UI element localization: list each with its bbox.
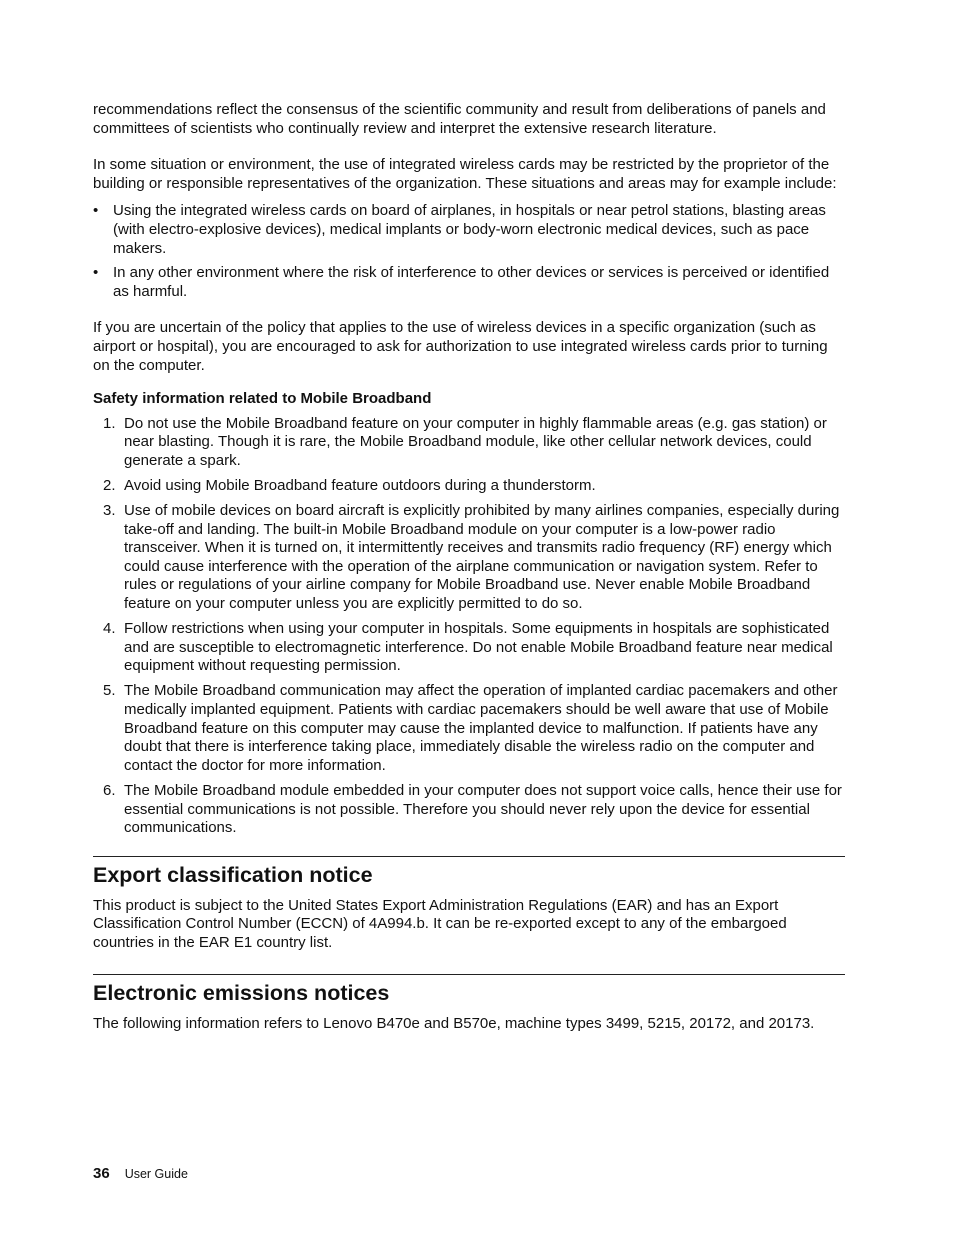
emissions-paragraph: The following information refers to Lenovo B470e and B570e, machine types 3499, 5215, 20172, and 20173.: [93, 1015, 815, 1033]
item-number: 6.: [103, 781, 116, 799]
item-number: 1.: [103, 414, 116, 432]
page-footer: [93, 1165, 188, 1182]
list-item: • In any other environment where the risk of interference to other devices or services is perceived or identified as harmful.: [93, 264, 845, 301]
intro-paragraph-2: In some situation or environment, the use of integrated wireless cards may be restricted by the proprietor of the building or responsible representatives of the organization. These situations and areas may for example include:: [93, 156, 837, 192]
item-number: 4.: [103, 620, 116, 638]
list-item: • Using the integrated wireless cards on board of airplanes, in hospitals or near petrol stations, blasting areas (with electro-explosive devices), medical implants or body-worn electronic medical devices, such as pace makers.: [93, 202, 845, 258]
mobile-broadband-heading: Safety information related to Mobile Broadband: [93, 390, 432, 408]
list-item: [93, 620, 845, 676]
page-number: 36: [93, 1165, 110, 1182]
list-item: [93, 477, 845, 496]
list-item: [93, 415, 845, 471]
export-heading: Export classification notice: [93, 862, 373, 887]
item-number: 3.: [103, 502, 116, 520]
item-text: The Mobile Broadband communication may affect the operation of implanted cardiac pacemakers and other medically implanted equipment. Patients with cardiac pacemakers should be well aware that use of Mobile Broadband feature on this computer may cause the implanted device to malfunction. If patients have any doubt that there is interference taking place, immediately disable the wireless radio on the computer and contact the doctor for more information.: [124, 682, 838, 774]
list-item: [93, 782, 845, 838]
list-item: [93, 502, 845, 614]
export-section: [93, 856, 845, 953]
item-text: The Mobile Broadband module embedded in your computer does not support voice calls, hence their use for essential communications is not possible. Therefore you should never rely upon the device for essential communications.: [124, 781, 842, 837]
intro-paragraph-1: recommendations reflect the consensus of the scientific community and result from deliberations of panels and committees of scientists who continually review and interpret the extensive research literature.: [93, 101, 826, 137]
export-paragraph: This product is subject to the United States Export Administration Regulations (EAR) and has an Export Classification Control Number (ECCN) of 4A994.b. It can be re-exported except to any of the embargoed countries in the EAR E1 country list.: [93, 896, 787, 951]
emissions-section: [93, 974, 845, 1034]
document-title: User Guide: [124, 1167, 188, 1181]
item-text: Do not use the Mobile Broadband feature on your computer in highly flammable areas (e.g. gas station) or near blasting. Though it is rare, the Mobile Broadband module, like other cellular network devices, could generate a spark.: [124, 414, 827, 469]
restricted-areas-list: [93, 202, 845, 301]
item-text: Use of mobile devices on board aircraft is explicitly prohibited by many airlines companies, especially during take-off and landing. The built-in Mobile Broadband module on your computer is a low-power radio transceiver. When it is turned on, it intermittently receives and transmits radio frequency (RF) energy which could cause interference with the operation of the airplane communication or navigation system. Refer to rules or regulations of your airline company for Mobile Broadband use. Never enable Mobile Broadband feature on your computer unless you are explicitly permitted to do so.: [124, 502, 840, 613]
list-item: [93, 682, 845, 775]
item-text: Follow restrictions when using your computer in hospitals. Some equipments in hospitals are sophisticated and are susceptible to electromagnetic interference. Do not enable Mobile Broadband feature near medical equipment without requesting permission.: [124, 620, 833, 675]
intro-paragraph-3: If you are uncertain of the policy that applies to the use of wireless devices in a specific organization (such as airport or hospital), you are encouraged to ask for authorization to use integrated wireless cards prior to turning on the computer.: [93, 319, 828, 374]
item-number: 2.: [103, 477, 116, 494]
mobile-broadband-list: [93, 415, 845, 838]
emissions-heading: Electronic emissions notices: [93, 981, 390, 1006]
item-text: Avoid using Mobile Broadband feature outdoors during a thunderstorm.: [124, 477, 596, 494]
item-number: 5.: [103, 682, 116, 700]
page-content: [93, 101, 845, 1034]
